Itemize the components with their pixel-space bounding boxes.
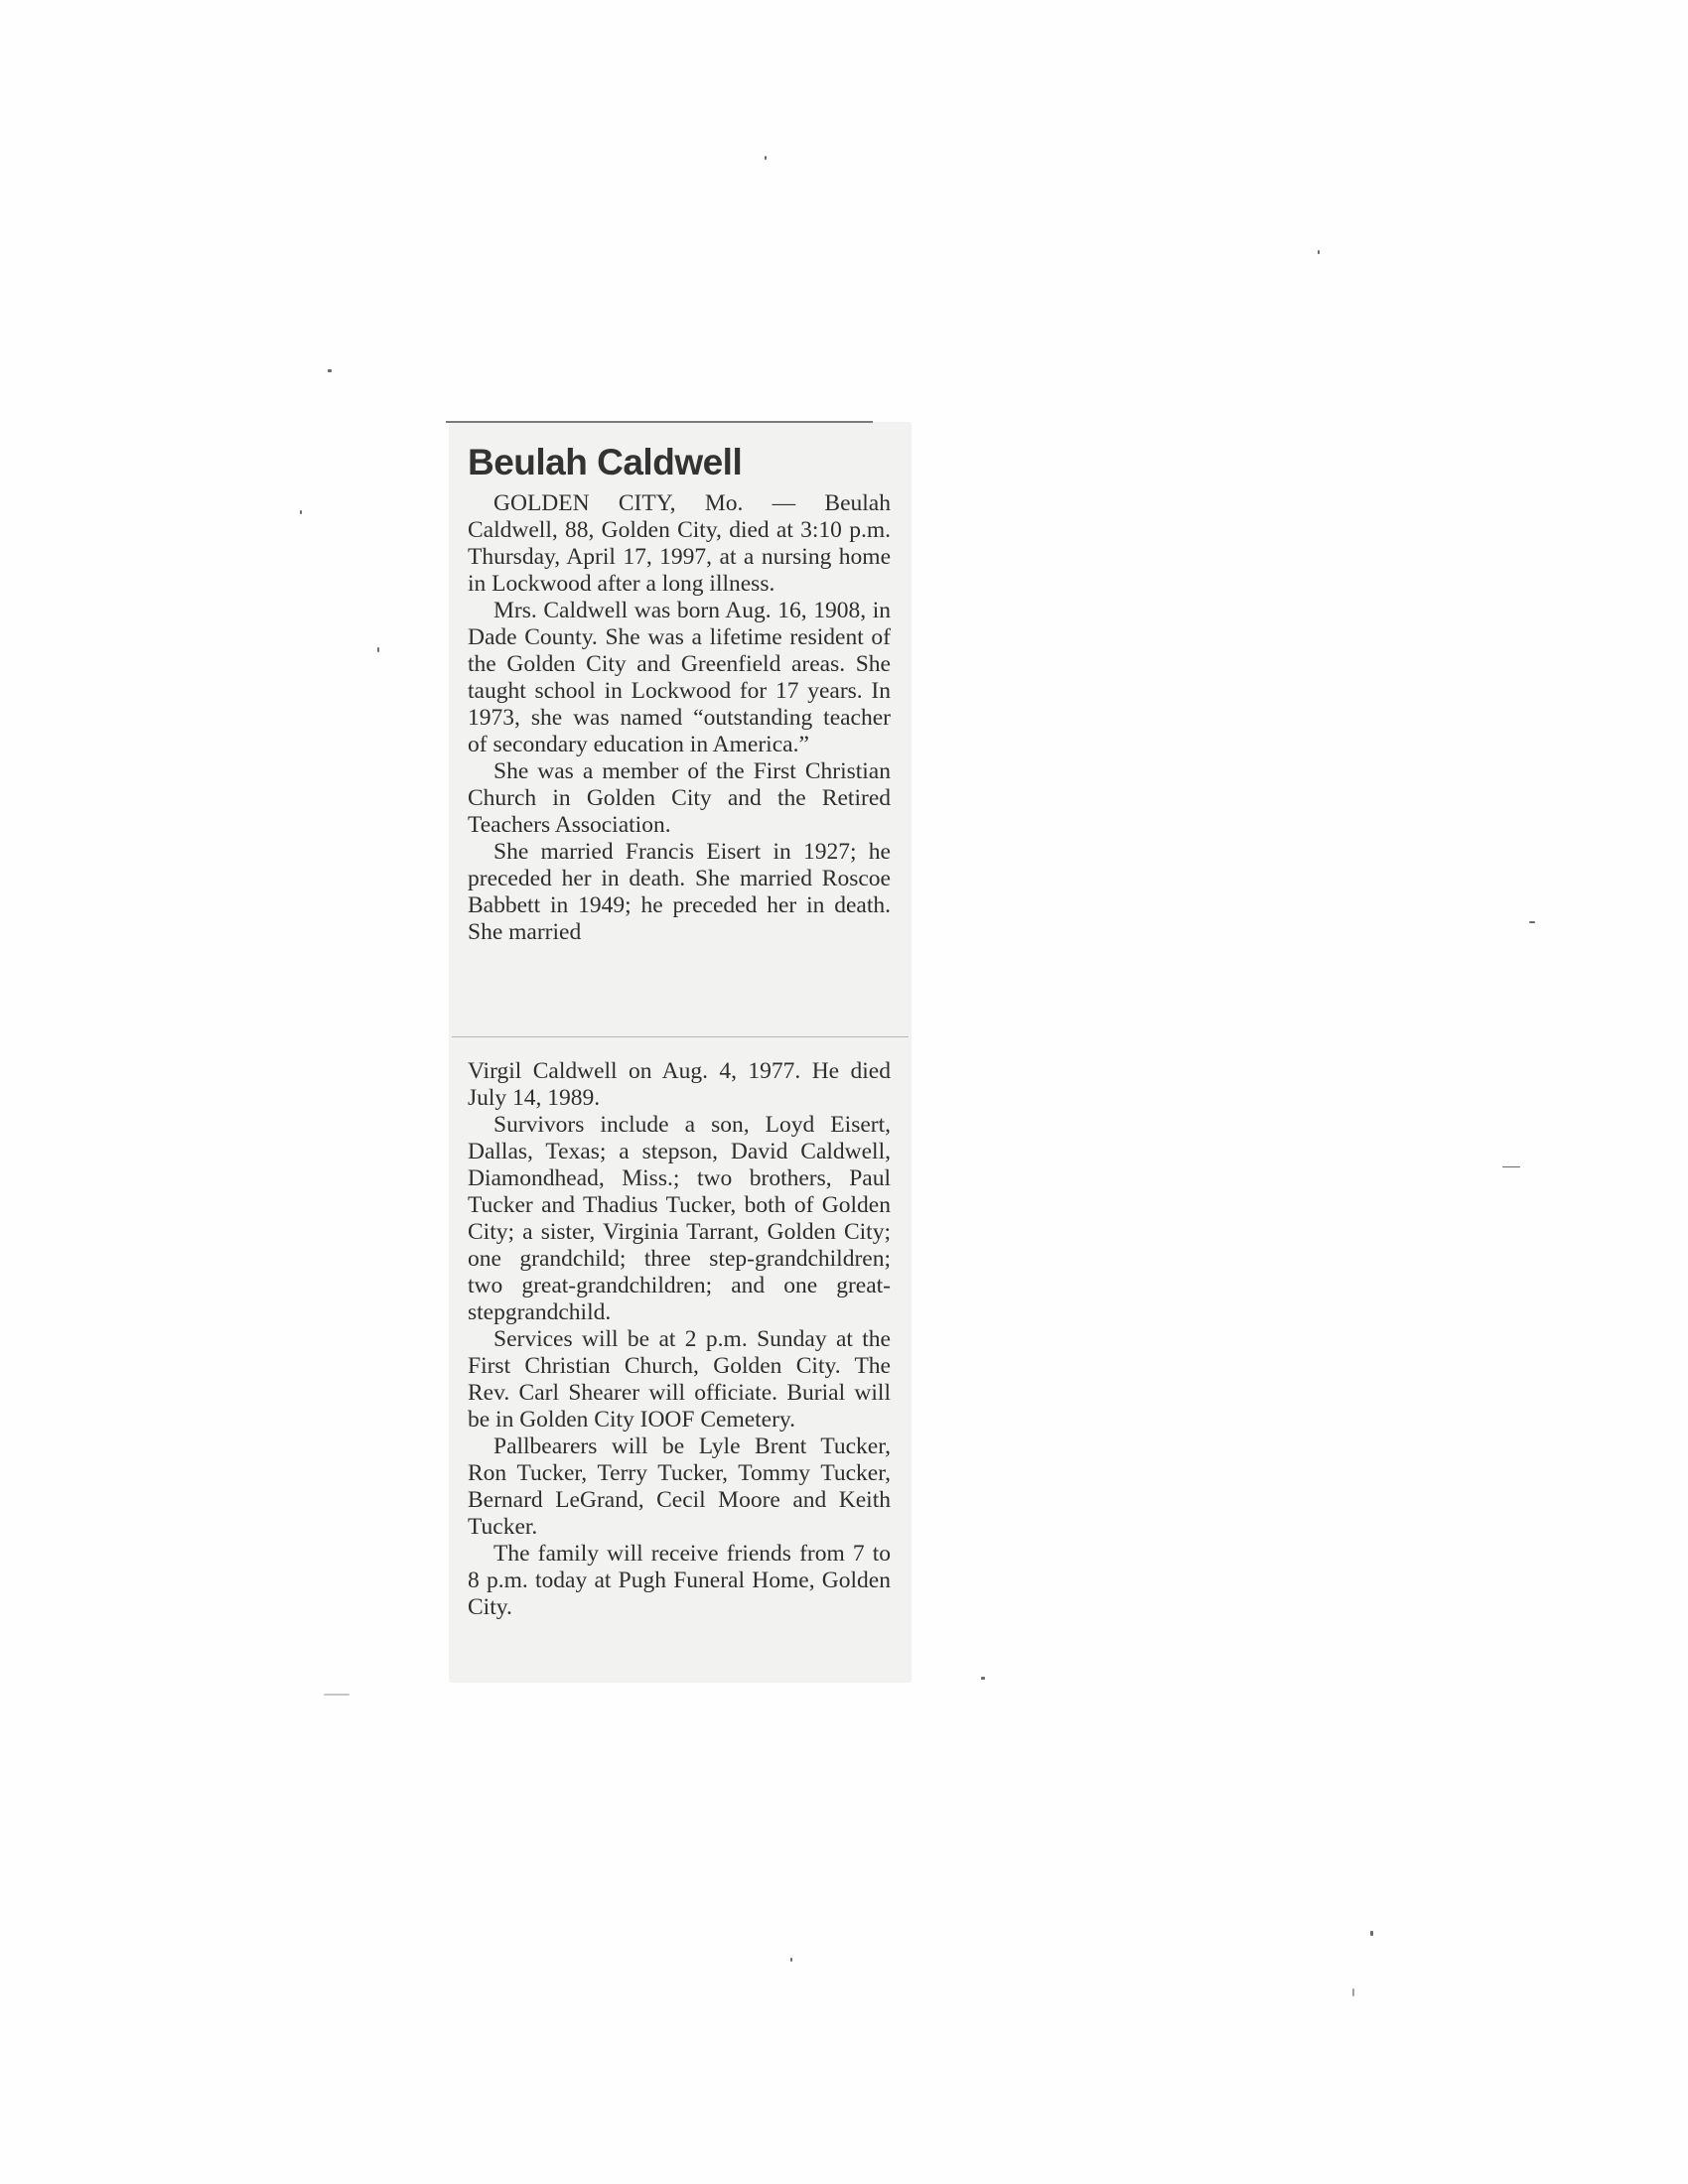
- obituary-paragraph: Services will be at 2 p.m. Sunday at the First Christian Church, Golden City. The Rev. Carl Shearer will officiate. Burial will be in Golden City IOOF Cemetery.: [468, 1326, 891, 1433]
- obituary-clipping: [450, 423, 911, 1682]
- obituary-paragraph: GOLDEN CITY, Mo. — Beulah Caldwell, 88, Golden City, died at 3:10 p.m. Thursday, April 17, 1997, at a nursing home in Lockwood after a long illness.: [468, 490, 891, 597]
- clipping-top-rule: [446, 421, 873, 423]
- obituary-paragraph: The family will receive friends from 7 to 8 p.m. today at Pugh Funeral Home, Golden City.: [468, 1541, 891, 1620]
- obituary-paragraph: Pallbearers will be Lyle Brent Tucker, Ron Tucker, Terry Tucker, Tommy Tucker, Bernard LeGrand, Cecil Moore and Keith Tucker.: [468, 1433, 891, 1540]
- scan-speck: [1529, 921, 1535, 923]
- obituary-paragraph: Mrs. Caldwell was born Aug. 16, 1908, in Dade County. She was a lifetime resident of the Golden City and Greenfield areas. She taught school in Lockwood for 17 years. In 1973, she was named “outstanding teacher of secondary education in America.”: [468, 598, 891, 757]
- scan-speck: [1318, 250, 1320, 254]
- scan-speck: [1502, 1166, 1520, 1167]
- obituary-paragraph: Virgil Caldwell on Aug. 4, 1977. He died July 14, 1989.: [468, 1058, 891, 1111]
- scan-speck: [981, 1677, 985, 1680]
- scan-speck: [1352, 1988, 1354, 1996]
- scan-speck: [300, 510, 302, 514]
- scan-speck: [328, 369, 332, 372]
- scan-speck: [324, 1694, 350, 1696]
- scan-speck: [377, 647, 379, 652]
- scan-speck: [1370, 1931, 1373, 1936]
- obituary-headline: Beulah Caldwell: [468, 442, 743, 482]
- clipping-column-bottom: [468, 1058, 891, 1621]
- obituary-paragraph: She was a member of the First Christian Church in Golden City and the Retired Teachers Association.: [468, 758, 891, 838]
- obituary-paragraph: She married Francis Eisert in 1927; he preceded her in death. She married Roscoe Babbett in 1949; he preceded her in death. She married: [468, 839, 891, 945]
- clipping-column-top: [468, 441, 891, 946]
- clipping-cut-line: [452, 1036, 909, 1037]
- scan-speck: [790, 1958, 792, 1962]
- scan-speck: [765, 156, 767, 160]
- obituary-paragraph: Survivors include a son, Loyd Eisert, Dallas, Texas; a stepson, David Caldwell, Diamondhead, Miss.; two brothers, Paul Tucker and Thadius Tucker, both of Golden City; a sister, Virginia Tarrant, Golden City; one grandchild; three step-grandchildren; two great-grandchildren; and one great-stepgrandchild.: [468, 1112, 891, 1325]
